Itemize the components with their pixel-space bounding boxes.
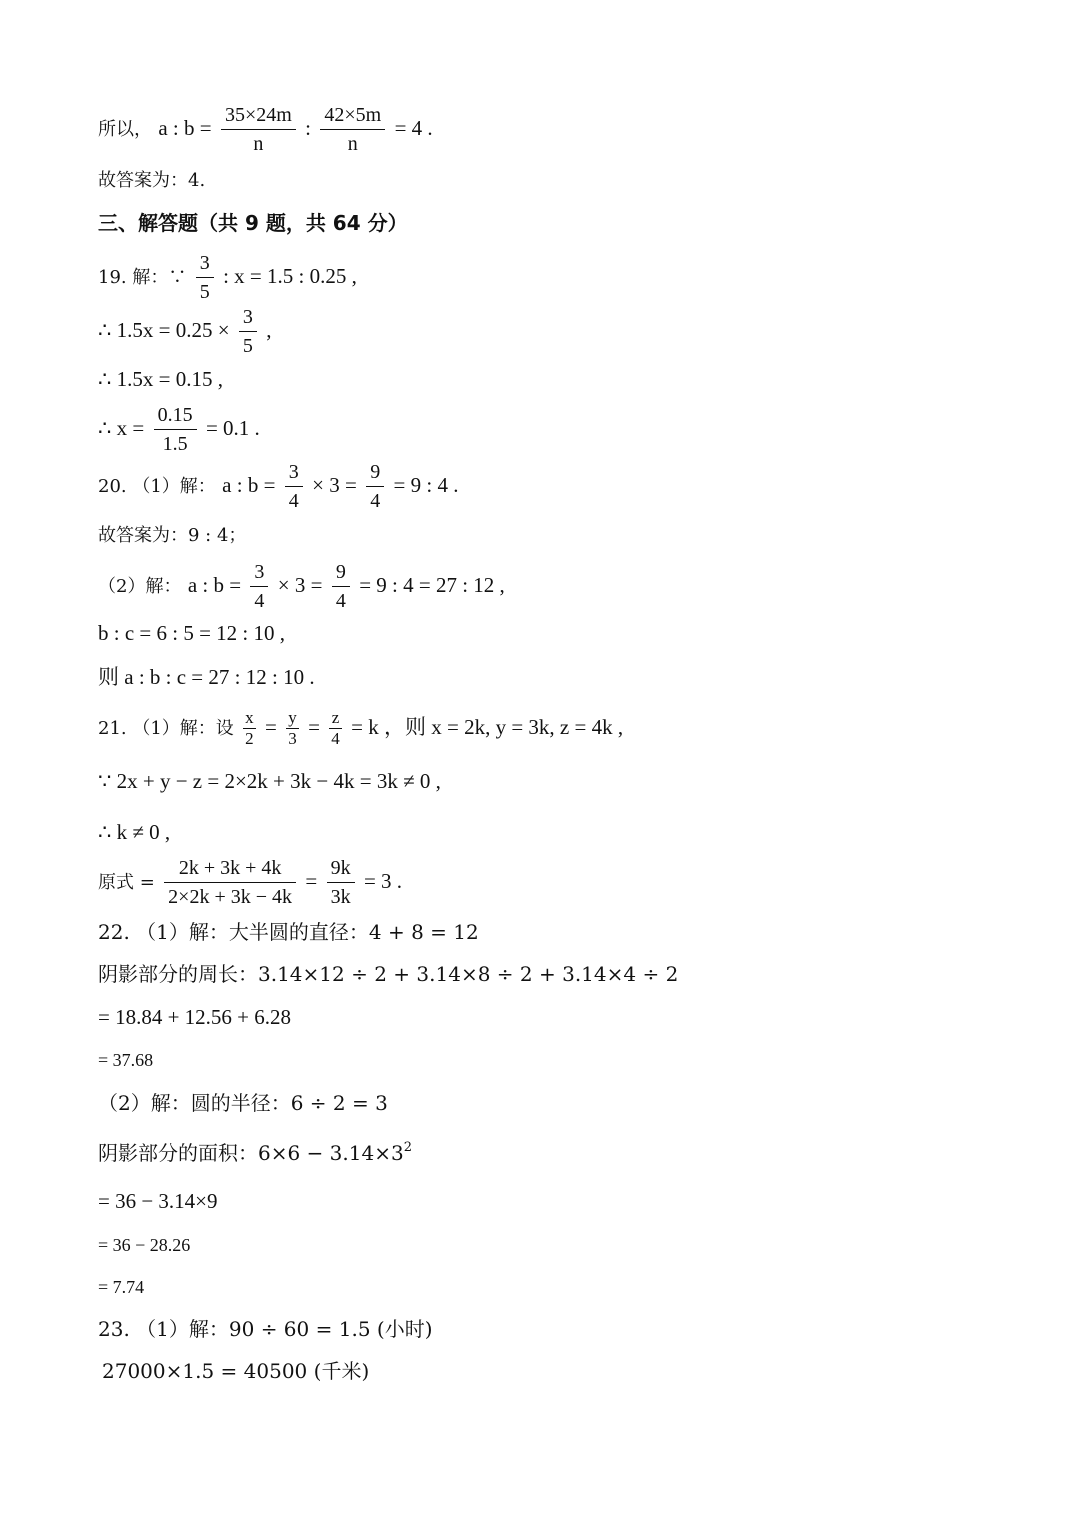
q19-line-1: [98, 252, 357, 303]
fraction: [196, 252, 214, 303]
numerator: 3: [239, 306, 257, 332]
numerator: 0.15: [154, 404, 197, 430]
fraction: [221, 104, 296, 155]
answer-line: 故答案为：4.: [98, 170, 206, 191]
math: = 4 .: [394, 116, 433, 140]
math: ,: [266, 318, 272, 342]
q20-line-1: [98, 461, 458, 512]
numerator: 3: [285, 461, 303, 487]
fraction: [285, 461, 303, 512]
text: （2）解：: [98, 576, 182, 597]
q19-line-4: [98, 404, 260, 455]
q22-line-4: = 37.68: [98, 1050, 154, 1070]
q22-line-9: = 7.74: [98, 1277, 145, 1297]
math: ∴ 1.5x = 0.25 ×: [98, 318, 230, 342]
denominator: 2×2k + 3k − 4k: [168, 886, 293, 908]
q20-answer: 故答案为：9 : 4；: [98, 525, 247, 546]
q19-line-3: ∴ 1.5x = 0.15 ,: [98, 367, 223, 391]
denominator: 4: [335, 590, 346, 612]
math: = 9 : 4 .: [393, 473, 459, 497]
fraction: [154, 404, 197, 455]
text: 原式 =: [98, 872, 155, 893]
numerator: y: [288, 708, 297, 727]
q22-line-7: = 36 − 3.14×9: [98, 1189, 218, 1213]
section-heading: 三、解答题（共 9 题，共 64 分）: [98, 211, 408, 235]
math: ∴ x =: [98, 416, 145, 440]
fraction: [164, 857, 296, 908]
q22-line-3: = 18.84 + 12.56 + 6.28: [98, 1005, 292, 1029]
denominator: 4: [370, 490, 381, 512]
denominator: 2: [245, 729, 254, 748]
numerator: 9: [332, 561, 350, 587]
numerator: 2k + 3k + 4k: [164, 857, 296, 883]
math: = 3 .: [363, 869, 403, 893]
math: =: [308, 715, 320, 739]
q23-line-2: 27000×1.5 = 40500 (千米): [102, 1359, 370, 1383]
numerator: x: [245, 708, 254, 727]
q22-line-1: 22. （1）解：大半圆的直径：4 + 8 = 12: [98, 920, 479, 944]
q21-line-1: [98, 709, 623, 748]
math: =: [265, 715, 277, 739]
numerator: 42×5m: [320, 104, 385, 130]
q20-line-2: [98, 561, 505, 612]
fraction: [329, 709, 342, 748]
fraction: [286, 709, 299, 748]
text: 19. 解：∵: [98, 267, 187, 288]
q20-bc: b : c = 6 : 5 = 12 : 10 ,: [98, 621, 286, 645]
fraction: [332, 561, 350, 612]
q21-line-3: ∴ k ≠ 0 ,: [98, 820, 171, 844]
denominator: 4: [331, 729, 340, 748]
line-ratio-result: [98, 104, 433, 155]
q21-line-4: [98, 857, 402, 908]
q22-line-2: 阴影部分的周长：3.14×12 ÷ 2 + 3.14×8 ÷ 2 + 3.14×4 ÷ 2: [98, 962, 679, 986]
denominator: 5: [242, 335, 253, 357]
numerator: 35×24m: [221, 104, 296, 130]
q20-abc: 则 a : b : c = 27 : 12 : 10 .: [98, 665, 315, 689]
q21-line-2: ∵ 2x + y − z = 2×2k + 3k − 4k = 3k ≠ 0 ,: [98, 769, 441, 793]
text: 所以，: [98, 119, 152, 140]
text: 21. （1）解：设: [98, 718, 234, 739]
denominator: 3k: [330, 886, 351, 908]
numerator: z: [329, 709, 342, 729]
math: =: [305, 869, 318, 893]
fraction: [243, 709, 256, 748]
q22-line-6: [98, 1141, 412, 1165]
fraction: [366, 461, 384, 512]
text: 20. （1）解：: [98, 476, 216, 497]
exponent: 2: [403, 1140, 412, 1155]
math: a : b =: [158, 116, 212, 140]
math: :: [305, 116, 312, 140]
numerator: 3: [250, 561, 268, 587]
text: 阴影部分的面积：6×6 − 3.14×3: [98, 1141, 404, 1165]
math: : x = 1.5 : 0.25 ,: [223, 264, 357, 288]
math: × 3 =: [312, 473, 357, 497]
numerator: 9k: [327, 857, 355, 883]
fraction: [239, 306, 257, 357]
fraction: [320, 104, 385, 155]
math: a : b =: [187, 573, 242, 597]
q22-line-5: （2）解：圆的半径：6 ÷ 2 = 3: [98, 1091, 388, 1115]
numerator: 3: [196, 252, 214, 278]
fraction: [327, 857, 355, 908]
math: = k ，则 x = 2k, y = 3k, z = 4k ,: [351, 715, 624, 739]
math: = 0.1 .: [205, 416, 260, 440]
math: = 9 : 4 = 27 : 12 ,: [359, 573, 505, 597]
denominator: 4: [254, 590, 265, 612]
denominator: n: [253, 133, 264, 155]
numerator: 9: [366, 461, 384, 487]
fraction: [250, 561, 268, 612]
denominator: n: [347, 133, 358, 155]
math: × 3 =: [277, 573, 323, 597]
q22-line-8: = 36 − 28.26: [98, 1235, 191, 1255]
q23-line-1: 23. （1）解：90 ÷ 60 = 1.5 (小时): [98, 1317, 433, 1341]
math: a : b =: [222, 473, 276, 497]
q19-line-2: [98, 306, 272, 357]
denominator: 3: [288, 729, 297, 748]
denominator: 5: [199, 281, 210, 303]
denominator: 4: [288, 490, 299, 512]
denominator: 1.5: [162, 433, 188, 455]
